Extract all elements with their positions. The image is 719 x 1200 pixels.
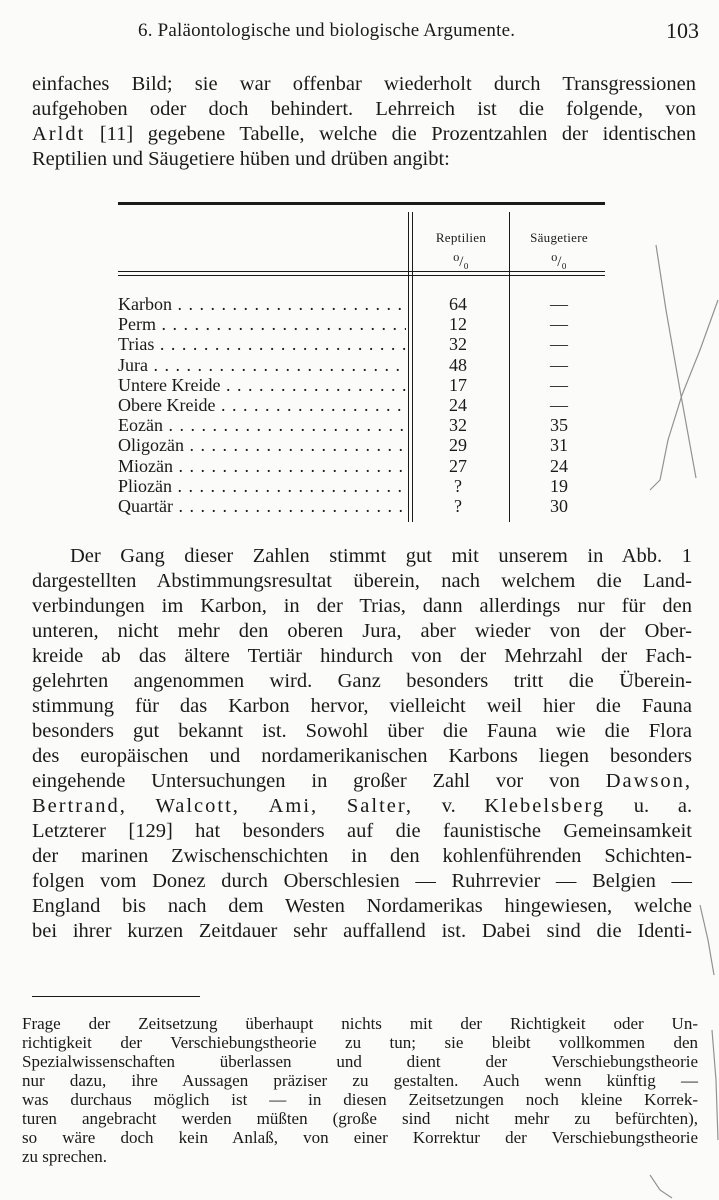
text-segment: [11] gegebene Tabelle, welche die Prozentzahlen der identischen — [99, 123, 697, 145]
text-line: verbindungen im Karbon, in der Trias, dann allerdings nur für den — [32, 595, 692, 617]
period-name: Trias . . . — [118, 334, 406, 354]
footnote-line: so wäre doch kein Anlaß, von einer Korrektur der Verschiebungstheorie — [22, 1128, 698, 1147]
saeugetiere-value: — — [550, 394, 568, 415]
saeugetiere-value: 30 — [550, 495, 568, 516]
chapter-title: 6. Paläontologische und biologische Argumente. — [138, 20, 516, 41]
text-segment: v. — [441, 795, 456, 817]
text-line: stimmung für das Karbon hervor, vielleicht weil hier die Fauna — [32, 695, 692, 717]
text-line: bei ihrer kurzen Zeitdauer sehr auffallend ist. Dabei sind die Identi- — [32, 920, 692, 942]
author-name: Dawson, — [605, 770, 692, 792]
footnote-line: Spezialwissenschaften überlassen und dient der Verschiebungstheorie — [22, 1052, 698, 1071]
period-name: Untere Kreide . . . — [118, 375, 406, 395]
unit-saeugetiere: ⁰/₀ — [551, 254, 567, 270]
saeugetiere-value: — — [550, 354, 568, 375]
period-name: Obere Kreide . . . — [118, 395, 406, 415]
saeugetiere-value: — — [550, 374, 568, 395]
text-line: Reptilien und Säugetiere hüben und drüben angibt: — [32, 148, 450, 170]
saeugetiere-value: 35 — [550, 415, 568, 436]
reptilien-value: 64 — [449, 294, 467, 314]
footnote-line: turen angebracht werden müßten (große sind nicht mehr zu befürchten), — [22, 1109, 698, 1128]
author-name: Ami, — [268, 795, 319, 817]
text-line: kreide ab das ältere Tertiär hindurch von der Mehrzahl der Fach- — [32, 645, 692, 667]
text-line: England bis nach dem Westen Nordamerikas hingewiesen, welche — [32, 895, 692, 917]
text-line: der marinen Zwischenschichten in den kohlenführenden Schichten- — [32, 845, 692, 867]
period-name: Pliozän . . . — [118, 476, 406, 496]
period-name: Miozän . . . — [118, 456, 406, 476]
text-line: des europäischen und nordamerikanischen Karbons liegen besonders — [32, 745, 692, 767]
pencil-stroke — [650, 1175, 672, 1198]
pencil-stroke — [650, 300, 718, 490]
saeugetiere-value: — — [550, 334, 568, 355]
author-name: Salter, — [346, 795, 413, 817]
author-name: Arldt — [32, 123, 86, 145]
reptilien-value: 32 — [449, 415, 467, 436]
text-line: Der Gang dieser Zahlen stimmt gut mit unserem in Abb. 1 — [70, 545, 692, 567]
reptilien-value: 32 — [449, 334, 467, 355]
period-name: Perm . . . — [118, 314, 406, 334]
text-line: folgen vom Donez durch Oberschlesien — Ruhrrevier — Belgien — — [32, 870, 692, 892]
reptilien-value: 17 — [449, 374, 467, 395]
author-name: Klebelsberg — [484, 795, 606, 817]
reptilien-value: 24 — [449, 394, 467, 415]
text-segment: u. a. — [633, 795, 693, 817]
column-header-saeugetiere: Säugetiere — [530, 230, 588, 245]
reptilien-value: 27 — [449, 455, 467, 476]
author-name: Bertrand, — [32, 795, 127, 817]
footnote-line: richtigkeit der Verschiebungstheorie zu tun; sie bleibt vollkommen den — [22, 1033, 698, 1052]
text-line: besonders gut bekannt ist. Sowohl über die Fauna wie die Flora — [32, 720, 692, 742]
period-name: Jura . . . — [118, 355, 406, 375]
reptilien-value: ? — [454, 475, 462, 496]
text-line: dargestellten Abstimmungsresultat überein, nach welchem die Land- — [32, 570, 692, 592]
period-name: Karbon . . . — [118, 294, 406, 314]
pencil-stroke — [712, 1030, 718, 1140]
period-name: Oligozän . . . — [118, 435, 406, 455]
pencil-stroke — [700, 905, 714, 975]
saeugetiere-value: — — [550, 294, 568, 314]
text-segment: eingehende Untersuchungen in großer Zahl vor von — [32, 770, 580, 792]
pencil-stroke — [656, 245, 696, 478]
saeugetiere-value: — — [550, 314, 568, 335]
reptilien-value: 12 — [449, 314, 467, 335]
text-line: unteren, nicht mehr den oberen Jura, aber wieder von der Ober- — [32, 620, 692, 642]
text-line: gelehrten angenommen wird. Ganz besonders tritt die Überein- — [32, 670, 692, 692]
reptilien-value: 29 — [449, 435, 467, 456]
period-name: Eozän . . . — [118, 415, 406, 435]
saeugetiere-value: 24 — [550, 455, 568, 476]
reptilien-value: ? — [454, 495, 462, 516]
footnote-line: nur dazu, ihre Aussagen präziser zu gestalten. Auch wenn künftig — — [22, 1071, 698, 1090]
page-number: 103 — [666, 18, 699, 43]
footnote-line: Frage der Zeitsetzung überhaupt nichts mit der Richtigkeit oder Un- — [22, 1014, 698, 1033]
saeugetiere-value: 31 — [550, 435, 568, 456]
column-header-reptilien: Reptilien — [435, 230, 487, 245]
period-name: Quartär . . . — [118, 496, 406, 516]
text-line: Letzterer [129] hat besonders auf die faunistische Gemeinsamkeit — [32, 820, 692, 842]
footnote-line: zu sprechen. — [22, 1147, 107, 1166]
unit-reptilien: ⁰/₀ — [453, 254, 469, 270]
text-line: einfaches Bild; sie war offenbar wiederholt durch Transgressionen — [32, 73, 696, 95]
text-line: aufgehoben oder doch behindert. Lehrreich ist die folgende, von — [32, 98, 696, 120]
reptilien-value: 48 — [449, 354, 467, 375]
author-name: Walcott, — [155, 795, 240, 817]
footnote-line: was durchaus möglich ist — in diesen Zeitsetzungen noch kleine Korrek- — [22, 1090, 698, 1109]
saeugetiere-value: 19 — [550, 475, 568, 496]
